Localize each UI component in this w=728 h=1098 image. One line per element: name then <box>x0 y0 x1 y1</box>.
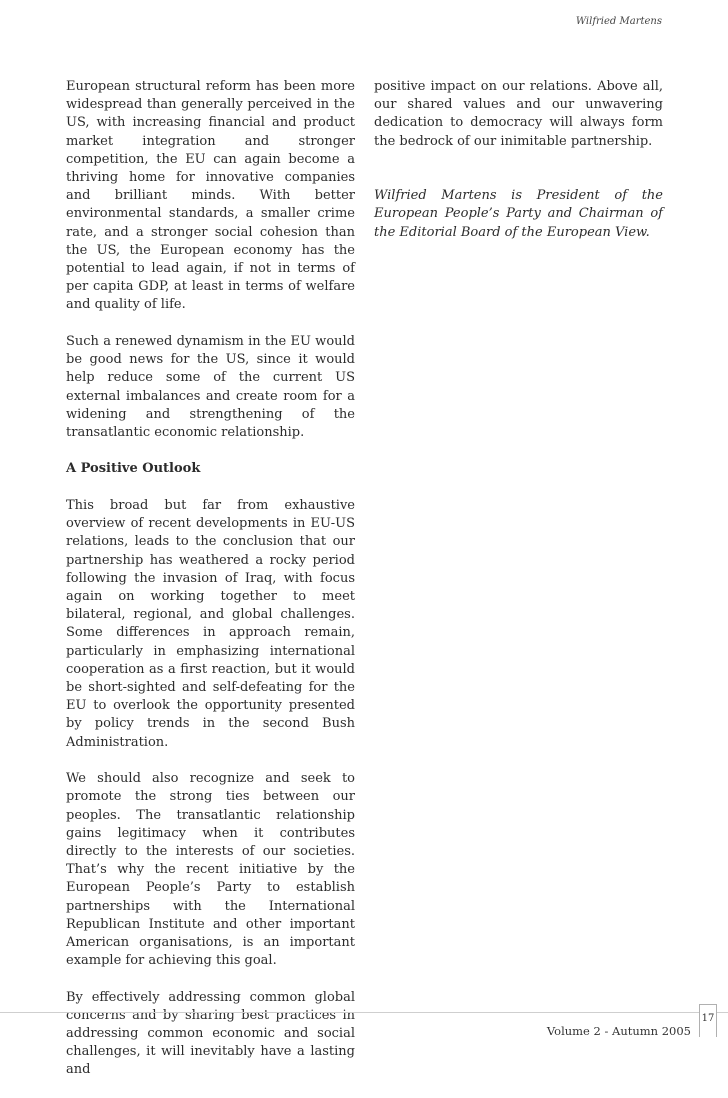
body-paragraph: European structural reform has been more widespread than generally perceived in the US, with increasing financial and product market integration and stronger competition, the EU can again become a thriving home for innovative companies and brilliant minds. With better environmental standards, a smaller crime rate, and a stronger social cohesion than the US, the European economy has the potential to lead again, if not in terms of per capita GDP, at least in terms of welfare and quality of life. <box>66 79 355 313</box>
footer-rule <box>0 1012 728 1013</box>
author-bio-note: Wilfried Martens is President of the European People’s Party and Chairman of the Editorial Board of the European View. <box>374 188 663 240</box>
footer-issue-label: Volume 2 - Autumn 2005 <box>546 1024 691 1038</box>
left-column <box>66 78 355 1098</box>
section-heading: A Positive Outlook <box>66 461 201 477</box>
page-number: 17 <box>699 1004 717 1037</box>
right-column <box>374 78 663 260</box>
body-paragraph: We should also recognize and seek to promote the strong ties between our peoples. The transatlantic relationship gains legitimacy when it contributes directly to the interests of our societies. That’s why the recent initiative by the European People’s Party to establish partnerships with the International Republican Institute and other important American organisations, is an important example for achieving this goal. <box>66 771 355 969</box>
body-paragraph: Such a renewed dynamism in the EU would be good news for the US, since it would help reduce some of the current US external imbalances and create room for a widening and strengthening of the transatlantic economic relationship. <box>66 333 355 440</box>
body-paragraph: positive impact on our relations. Above all, our shared values and our unwavering dedication to democracy will always form the bedrock of our inimitable partnership. <box>374 79 663 149</box>
running-head-author: Wilfried Martens <box>575 16 662 27</box>
body-paragraph: This broad but far from exhaustive overview of recent developments in EU-US relations, leads to the conclusion that our partnership has weathered a rocky period following the invasion of Iraq, with focus again on working together to meet bilateral, regional, and global challenges. Some differences in approach remain, particularly in emphasizing international cooperation as a first reaction, but it would be short-sighted and self-defeating for the EU to overlook the opportunity presented by policy trends in the second Bush Administration. <box>66 497 355 750</box>
body-paragraph: By effectively addressing common global concerns and by sharing best practices in addressing common economic and social challenges, it will inevitably have a lasting and <box>66 989 355 1078</box>
